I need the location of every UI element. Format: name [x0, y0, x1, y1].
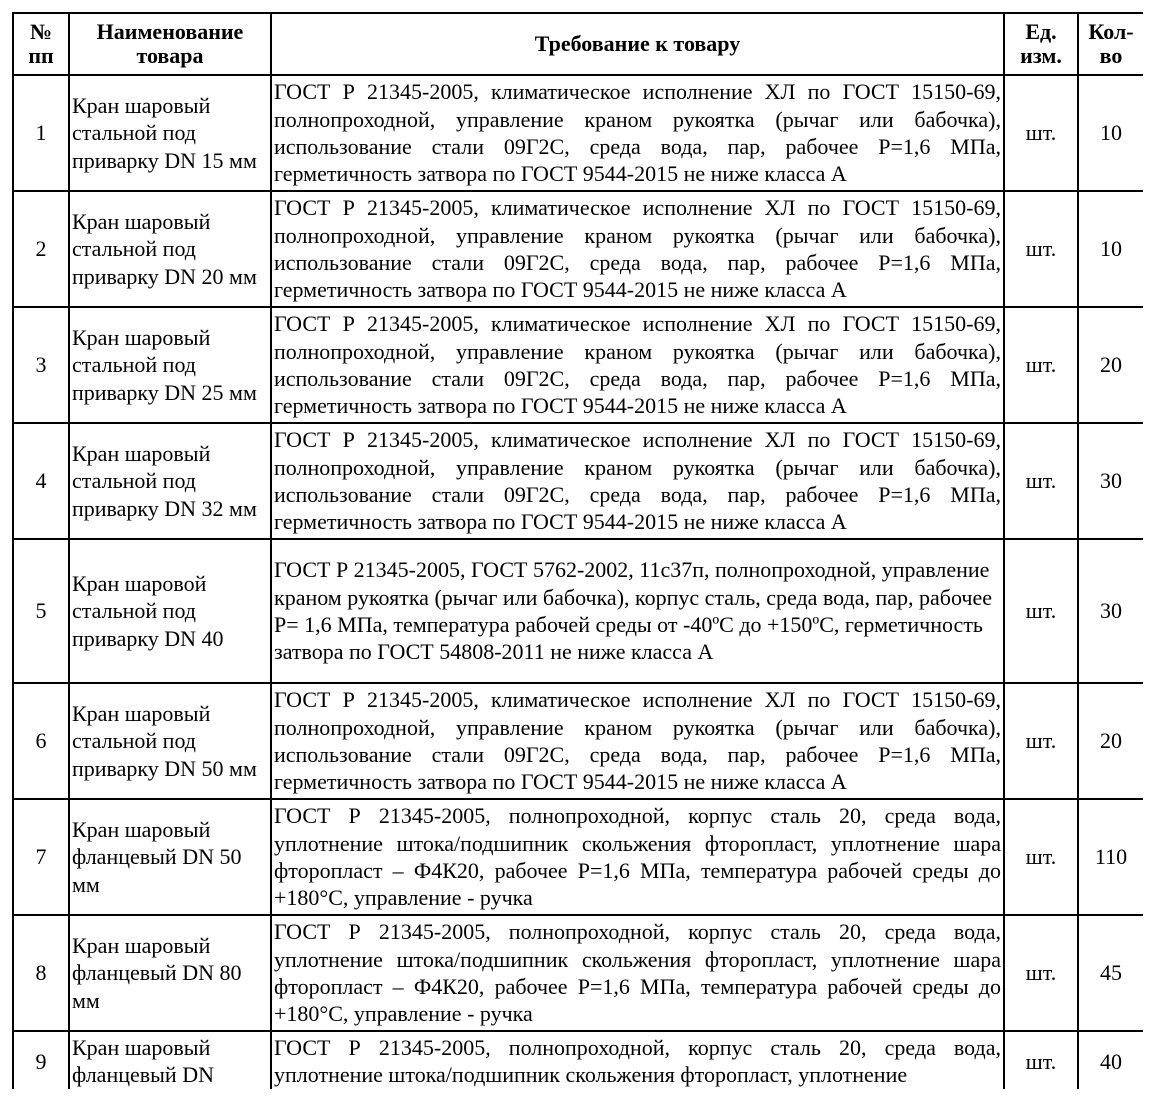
header-quantity: Кол-во	[1078, 13, 1143, 75]
table-row	[13, 1031, 1143, 1089]
header-num: № пп	[13, 13, 69, 75]
row-num: 7	[13, 799, 69, 915]
row-num: 3	[13, 307, 69, 423]
row-requirements: ГОСТ Р 21345-2005, климатическое исполнение ХЛ по ГОСТ 15150-69, полнопроходной, управление краном рукоятка (рычаг или бабочка), использование стали 09Г2С, среда вода, пар, рабочее Р=1,6 МПа, герметичность затвора по ГОСТ 9544-2015 не ниже класса А	[271, 191, 1004, 307]
table-row	[13, 683, 1143, 799]
row-requirements: ГОСТ Р 21345-2005, климатическое исполнение ХЛ по ГОСТ 15150-69, полнопроходной, управление краном рукоятка (рычаг или бабочка), использование стали 09Г2С, среда вода, пар, рабочее Р=1,6 МПа, герметичность затвора по ГОСТ 9544-2015 не ниже класса А	[271, 75, 1004, 191]
row-unit: шт.	[1004, 191, 1078, 307]
row-name: Кран шаровый стальной под приварку DN 50 мм	[69, 683, 271, 799]
row-name: Кран шаровой стальной под приварку DN 40	[69, 539, 271, 683]
row-name: Кран шаровый стальной под приварку DN 20 мм	[69, 191, 271, 307]
table-row	[13, 915, 1143, 1031]
header-unit: Ед. изм.	[1004, 13, 1078, 75]
row-unit: шт.	[1004, 799, 1078, 915]
row-requirements: ГОСТ Р 21345-2005, полнопроходной, корпус сталь 20, среда вода, уплотнение штока/подшипник скольжения фторопласт, уплотнение шара фторопласт – Ф4К20, рабочее Р=1,6 МПа, температура рабочей среды до +180°С, управление - ручка	[271, 799, 1004, 915]
table-row	[13, 799, 1143, 915]
header-name: Наименование товара	[69, 13, 271, 75]
row-quantity: 20	[1078, 307, 1143, 423]
row-requirements: ГОСТ Р 21345-2005, полнопроходной, корпус сталь 20, среда вода, уплотнение штока/подшипник скольжения фторопласт, уплотнение	[271, 1031, 1004, 1089]
row-name: Кран шаровый фланцевый DN 50 мм	[69, 799, 271, 915]
document-sheet	[12, 12, 1143, 1089]
table-row	[13, 191, 1143, 307]
row-requirements: ГОСТ Р 21345-2005, полнопроходной, корпус сталь 20, среда вода, уплотнение штока/подшипник скольжения фторопласт, уплотнение шара фторопласт – Ф4К20, рабочее Р=1,6 МПа, температура рабочей среды до +180°С, управление - ручка	[271, 915, 1004, 1031]
row-unit: шт.	[1004, 683, 1078, 799]
row-num: 8	[13, 915, 69, 1031]
table-header-row	[13, 13, 1143, 75]
row-name: Кран шаровый фланцевый DN	[69, 1031, 271, 1089]
row-num: 5	[13, 539, 69, 683]
goods-table	[12, 12, 1143, 1089]
row-name: Кран шаровый фланцевый DN 80 мм	[69, 915, 271, 1031]
row-quantity: 10	[1078, 191, 1143, 307]
row-unit: шт.	[1004, 75, 1078, 191]
row-unit: шт.	[1004, 539, 1078, 683]
row-quantity: 45	[1078, 915, 1143, 1031]
row-requirements: ГОСТ Р 21345-2005, ГОСТ 5762-2002, 11с37п, полнопроходной, управление краном рукоятка (рычаг или бабочка), корпус сталь, среда вода, пар, рабочее Р= 1,6 МПа, температура рабочей среды от -40ºС до +150ºС, герметичность затвора по ГОСТ 54808-2011 не ниже класса А	[271, 539, 1004, 683]
row-num: 6	[13, 683, 69, 799]
row-requirements: ГОСТ Р 21345-2005, климатическое исполнение ХЛ по ГОСТ 15150-69, полнопроходной, управление краном рукоятка (рычаг или бабочка), использование стали 09Г2С, среда вода, пар, рабочее Р=1,6 МПа, герметичность затвора по ГОСТ 9544-2015 не ниже класса А	[271, 307, 1004, 423]
row-num: 1	[13, 75, 69, 191]
table-row	[13, 539, 1143, 683]
row-unit: шт.	[1004, 915, 1078, 1031]
row-name: Кран шаровый стальной под приварку DN 15 мм	[69, 75, 271, 191]
row-unit: шт.	[1004, 1031, 1078, 1089]
row-quantity: 10	[1078, 75, 1143, 191]
row-quantity: 30	[1078, 539, 1143, 683]
table-row	[13, 423, 1143, 539]
row-quantity: 30	[1078, 423, 1143, 539]
row-unit: шт.	[1004, 423, 1078, 539]
row-name: Кран шаровый стальной под приварку DN 25 мм	[69, 307, 271, 423]
row-quantity: 110	[1078, 799, 1143, 915]
row-unit: шт.	[1004, 307, 1078, 423]
row-num: 2	[13, 191, 69, 307]
table-row	[13, 307, 1143, 423]
header-requirements: Требование к товару	[271, 13, 1004, 75]
row-requirements: ГОСТ Р 21345-2005, климатическое исполнение ХЛ по ГОСТ 15150-69, полнопроходной, управление краном рукоятка (рычаг или бабочка), использование стали 09Г2С, среда вода, пар, рабочее Р=1,6 МПа, герметичность затвора по ГОСТ 9544-2015 не ниже класса А	[271, 683, 1004, 799]
row-num: 4	[13, 423, 69, 539]
row-name: Кран шаровый стальной под приварку DN 32 мм	[69, 423, 271, 539]
row-requirements: ГОСТ Р 21345-2005, климатическое исполнение ХЛ по ГОСТ 15150-69, полнопроходной, управление краном рукоятка (рычаг или бабочка), использование стали 09Г2С, среда вода, пар, рабочее Р=1,6 МПа, герметичность затвора по ГОСТ 9544-2015 не ниже класса А	[271, 423, 1004, 539]
table-row	[13, 75, 1143, 191]
row-quantity: 20	[1078, 683, 1143, 799]
row-quantity: 40	[1078, 1031, 1143, 1089]
row-num: 9	[13, 1031, 69, 1089]
